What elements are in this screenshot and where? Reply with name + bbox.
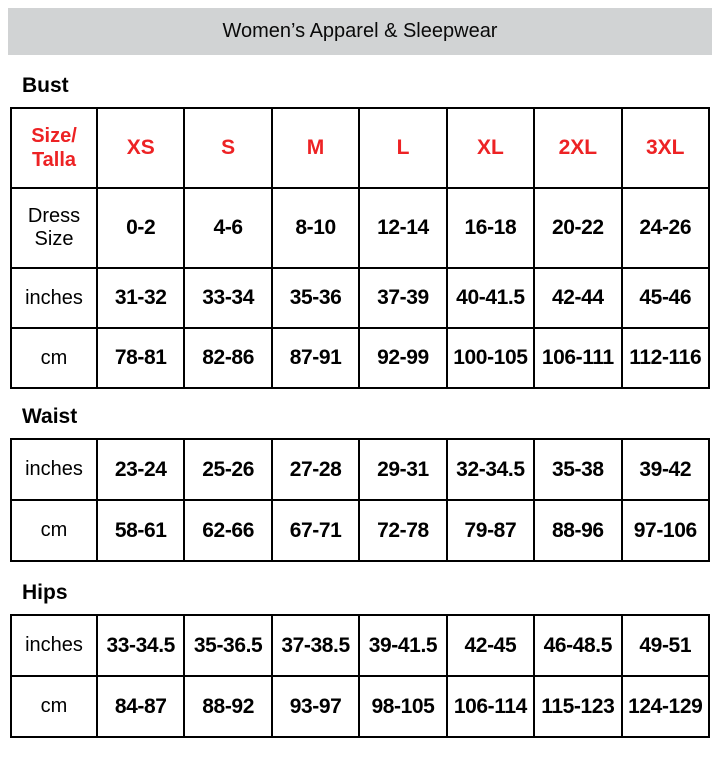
dress-size-cell: 20-22 [534,188,621,268]
bust-inches-cell: 37-39 [359,268,446,328]
waist-cm-cell: 72-78 [359,500,446,561]
section-heading-hips: Hips [22,581,68,604]
size-talla-line1: Size/ [31,125,77,147]
size-talla-line2: Talla [31,149,77,171]
hips-inches-cell: 39-41.5 [359,615,446,676]
hips-inches-cell: 42-45 [447,615,534,676]
dress-size-line1: Dress [27,205,81,227]
bust-inches-cell: 42-44 [534,268,621,328]
size-header-l: L [359,108,446,188]
bust-inches-cell: 31-32 [97,268,184,328]
bust-cm-cell: 82-86 [184,328,271,388]
size-header-m: M [272,108,359,188]
size-header-xs: XS [97,108,184,188]
bust-cm-row [11,328,709,388]
bust-inches-row [11,268,709,328]
inches-label-cell: inches [11,615,97,676]
bust-cm-cell: 112-116 [622,328,709,388]
hips-cm-cell: 88-92 [184,676,271,737]
hips-cm-cell: 84-87 [97,676,184,737]
dress-size-cell: 8-10 [272,188,359,268]
waist-cm-cell: 97-106 [622,500,709,561]
waist-inches-row [11,439,709,500]
hips-inches-cell: 35-36.5 [184,615,271,676]
dress-size-line2: Size [34,228,74,250]
waist-cm-cell: 88-96 [534,500,621,561]
waist-cm-cell: 67-71 [272,500,359,561]
bust-cm-cell: 106-111 [534,328,621,388]
cm-label-cell: cm [11,500,97,561]
waist-inches-cell: 32-34.5 [447,439,534,500]
waist-cm-cell: 79-87 [447,500,534,561]
waist-cm-cell: 58-61 [97,500,184,561]
hips-table [10,614,710,738]
dress-size-cell: 0-2 [97,188,184,268]
size-header-3xl: 3XL [622,108,709,188]
bust-dress-size-row [11,188,709,268]
inches-label-cell: inches [11,439,97,500]
hips-inches-cell: 49-51 [622,615,709,676]
size-header-s: S [184,108,271,188]
waist-inches-cell: 29-31 [359,439,446,500]
section-heading-bust: Bust [22,74,69,97]
bust-cm-cell: 87-91 [272,328,359,388]
hips-cm-cell: 106-114 [447,676,534,737]
waist-inches-cell: 39-42 [622,439,709,500]
waist-inches-cell: 35-38 [534,439,621,500]
size-talla-header-cell [11,108,97,188]
hips-cm-cell: 124-129 [622,676,709,737]
hips-cm-row [11,676,709,737]
inches-label-cell: inches [11,268,97,328]
cm-label-cell: cm [11,676,97,737]
dress-size-cell: 16-18 [447,188,534,268]
hips-inches-cell: 33-34.5 [97,615,184,676]
hips-cm-cell: 98-105 [359,676,446,737]
size-header-xl: XL [447,108,534,188]
bust-cm-cell: 100-105 [447,328,534,388]
page-title: Women’s Apparel & Sleepwear [222,20,498,42]
bust-cm-cell: 92-99 [359,328,446,388]
waist-inches-cell: 27-28 [272,439,359,500]
waist-inches-cell: 25-26 [184,439,271,500]
hips-cm-cell: 115-123 [534,676,621,737]
size-header-2xl: 2XL [534,108,621,188]
section-heading-waist: Waist [22,405,78,428]
hips-inches-cell: 46-48.5 [534,615,621,676]
hips-inches-cell: 37-38.5 [272,615,359,676]
waist-table [10,438,710,562]
hips-cm-cell: 93-97 [272,676,359,737]
dress-size-cell: 24-26 [622,188,709,268]
bust-inches-cell: 33-34 [184,268,271,328]
cm-label-cell: cm [11,328,97,388]
waist-inches-cell: 23-24 [97,439,184,500]
waist-cm-cell: 62-66 [184,500,271,561]
bust-size-header-row [11,108,709,188]
hips-inches-row [11,615,709,676]
bust-table [10,107,710,389]
dress-size-label-cell [11,188,97,268]
bust-inches-cell: 40-41.5 [447,268,534,328]
waist-cm-row [11,500,709,561]
bust-inches-cell: 45-46 [622,268,709,328]
bust-inches-cell: 35-36 [272,268,359,328]
page-title-banner [8,8,712,55]
dress-size-cell: 12-14 [359,188,446,268]
dress-size-cell: 4-6 [184,188,271,268]
bust-cm-cell: 78-81 [97,328,184,388]
